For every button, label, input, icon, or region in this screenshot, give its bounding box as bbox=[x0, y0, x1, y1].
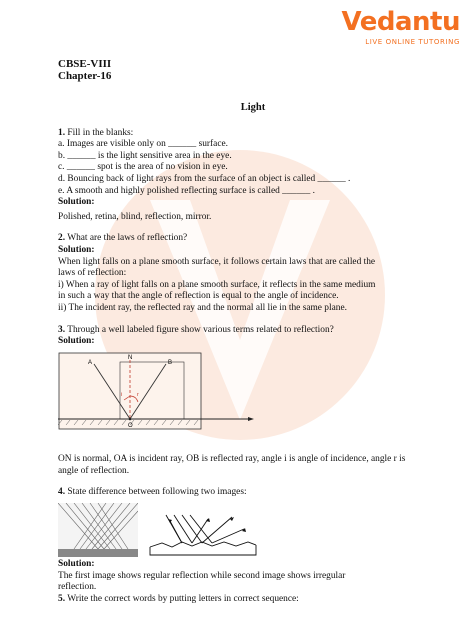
q2-line-5: ii) The incident ray, the reflected ray and the normal all lie in the same plane. bbox=[58, 302, 347, 313]
page-title: Light bbox=[240, 102, 266, 113]
q5-text: Write the correct words by putting letters in correct sequence: bbox=[67, 593, 299, 604]
logo-wordmark: Vedantu bbox=[341, 7, 460, 37]
q1-answer: Polished, retina, blind, reflection, mirror. bbox=[58, 211, 212, 222]
q2-text: What are the laws of reflection? bbox=[67, 233, 188, 244]
logo-tagline: LIVE ONLINE TUTORING bbox=[365, 38, 460, 46]
q1-item-d: d. Bouncing back of light rays from the surface of an object is called ______ . bbox=[58, 173, 351, 184]
question-2 bbox=[58, 233, 448, 314]
q2-line-4: in such a way that the angle of reflection is equal to the angle of incidence. bbox=[58, 291, 339, 302]
q1-item-b: b. ______ is the light sensitive area in the eye. bbox=[58, 150, 232, 161]
q2-line-2: laws of reflection: bbox=[58, 268, 127, 279]
q2-line-3: i) When a ray of light falls on a plane smooth surface, it reflects in the same medium bbox=[58, 279, 376, 290]
label-o: O bbox=[128, 422, 133, 429]
q1-solution-label: Solution: bbox=[58, 197, 95, 208]
q1-item-c: c. ______ spot is the area of no vision in eye. bbox=[58, 162, 228, 173]
smooth-surface bbox=[58, 549, 138, 557]
document-page bbox=[58, 58, 448, 605]
chapter-label: Chapter-16 bbox=[58, 70, 112, 82]
q1-item-a: a. Images are visible only on ______ surface. bbox=[58, 139, 228, 150]
q4-number: 4. bbox=[58, 487, 66, 498]
reflection-diagram bbox=[58, 352, 258, 444]
q3-solution-label: Solution: bbox=[58, 336, 95, 347]
vedantu-logo bbox=[342, 8, 460, 46]
class-label: CBSE-VIII bbox=[58, 58, 112, 70]
question-1 bbox=[58, 128, 448, 224]
q2-solution-label: Solution: bbox=[58, 244, 95, 255]
irregular-reflection-image bbox=[148, 511, 258, 557]
q5-number: 5. bbox=[58, 593, 66, 604]
q3-answer-line-2: angle of reflection. bbox=[58, 465, 130, 476]
q4-text: State difference between following two images: bbox=[67, 487, 247, 498]
question-3 bbox=[58, 325, 448, 478]
q3-text: Through a well labeled figure show various terms related to reflection? bbox=[67, 324, 334, 335]
q1-item-e: e. A smooth and highly polished reflecting surface is called ______ . bbox=[58, 185, 315, 196]
q2-number: 2. bbox=[58, 233, 66, 244]
q3-number: 3. bbox=[58, 324, 66, 335]
mirror-arrow-head bbox=[248, 417, 254, 421]
label-i: i bbox=[121, 391, 123, 398]
q1-number: 1. bbox=[58, 127, 66, 138]
q2-line-1: When light falls on a plane smooth surface, it follows certain laws that are called the bbox=[58, 256, 376, 267]
q1-text: Fill in the blanks: bbox=[67, 127, 134, 138]
reflection-images bbox=[58, 503, 448, 557]
question-5 bbox=[58, 594, 448, 606]
q4-solution-label: Solution: bbox=[58, 559, 95, 570]
point-o bbox=[129, 417, 132, 420]
label-a: A bbox=[88, 359, 93, 366]
q4-answer-line-1: The first image shows regular reflection while second image shows irregular bbox=[58, 570, 346, 581]
q3-answer-line-1: ON is normal, OA is incident ray, OB is reflected ray, angle i is angle of incidence, angle r is bbox=[58, 454, 406, 465]
q4-answer-line-2: reflection. bbox=[58, 582, 97, 593]
question-4 bbox=[58, 487, 448, 593]
label-b: B bbox=[168, 359, 173, 366]
regular-reflection-image bbox=[58, 503, 138, 557]
label-r: r bbox=[137, 391, 139, 398]
label-n: N bbox=[128, 354, 133, 361]
